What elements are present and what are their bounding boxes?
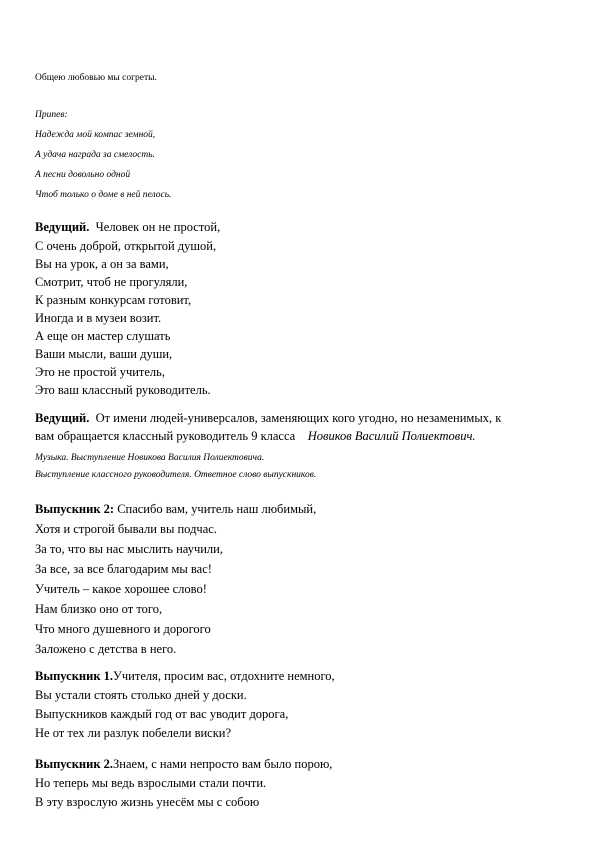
teacher-name: Новиков Василий Полиектович.: [307, 429, 476, 443]
verse-line: Хотя и строгой бывали вы подчас.: [35, 522, 217, 536]
speaker-label: Выпускник 2.: [35, 757, 114, 771]
verse-line: За то, что вы нас мыслить научили,: [35, 542, 223, 556]
verse-line: [35, 758, 332, 771]
verse-line: А еще он мастер слушать: [35, 329, 171, 343]
chorus-line: А песни довольно одной: [35, 170, 131, 180]
verse-line: Что много душевного и дорогого: [35, 622, 211, 636]
verse-line: Это не простой учитель,: [35, 365, 165, 379]
verse-line: Это ваш классный руководитель.: [35, 383, 211, 397]
intro-line: Общею любовью мы согреты.: [35, 73, 157, 83]
speaker-label: Выпускник 1.: [35, 669, 114, 683]
chorus-line: А удача награда за смелость.: [35, 150, 155, 160]
stage-note: Музыка. Выступление Новикова Василия Полиектовича.: [35, 453, 265, 463]
verse-text: Учителя, просим вас, отдохните немного,: [113, 669, 335, 683]
verse-line: [35, 221, 220, 234]
paragraph-text: вам обращается классный руководитель 9 класса: [35, 429, 296, 443]
chorus-line: Надежда мой компас земной,: [35, 130, 156, 140]
verse-line: Не от тех ли разлук побелели виски?: [35, 726, 232, 740]
verse-line: Заложено с детства в него.: [35, 642, 177, 656]
speaker-label: Ведущий.: [35, 220, 90, 234]
verse-line: Нам близко оно от того,: [35, 602, 163, 616]
verse-line: [35, 503, 316, 516]
verse-line: Иногда и в музеи возит.: [35, 311, 162, 325]
verse-line: [35, 670, 335, 683]
paragraph-line: [35, 430, 476, 443]
verse-line: Ваши мысли, ваши души,: [35, 347, 173, 361]
speaker-label: Ведущий.: [35, 411, 90, 425]
verse-line: За все, за все благодарим мы вас!: [35, 562, 212, 576]
verse-line: К разным конкурсам готовит,: [35, 293, 192, 307]
verse-line: Вы устали стоять столько дней у доски.: [35, 688, 247, 702]
verse-line: Выпускников каждый год от вас уводит дорога,: [35, 707, 289, 721]
paragraph-line: [35, 412, 501, 425]
chorus-title: Припев:: [35, 110, 68, 120]
verse-line: Учитель – какое хорошее слово!: [35, 582, 207, 596]
paragraph-text: От имени людей-универсалов, заменяющих кого угодно, но незаменимых, к: [95, 411, 502, 425]
speaker-label: Выпускник 2:: [35, 502, 115, 516]
verse-line: Вы на урок, а он за вами,: [35, 257, 169, 271]
verse-text: Спасибо вам, учитель наш любимый,: [117, 502, 317, 516]
verse-line: В эту взрослую жизнь унесём мы с собою: [35, 795, 260, 809]
verse-line: Смотрит, чтоб не прогуляли,: [35, 275, 188, 289]
verse-text: Знаем, с нами непросто вам было порою,: [113, 757, 333, 771]
verse-line: Но теперь мы ведь взрослыми стали почти.: [35, 776, 267, 790]
verse-text: Человек он не простой,: [95, 220, 221, 234]
chorus-line: Чтоб только о доме в ней пелось.: [35, 190, 172, 200]
verse-line: С очень доброй, открытой душой,: [35, 239, 217, 253]
stage-note: Выступление классного руководителя. Ответное слово выпускников.: [35, 470, 317, 480]
